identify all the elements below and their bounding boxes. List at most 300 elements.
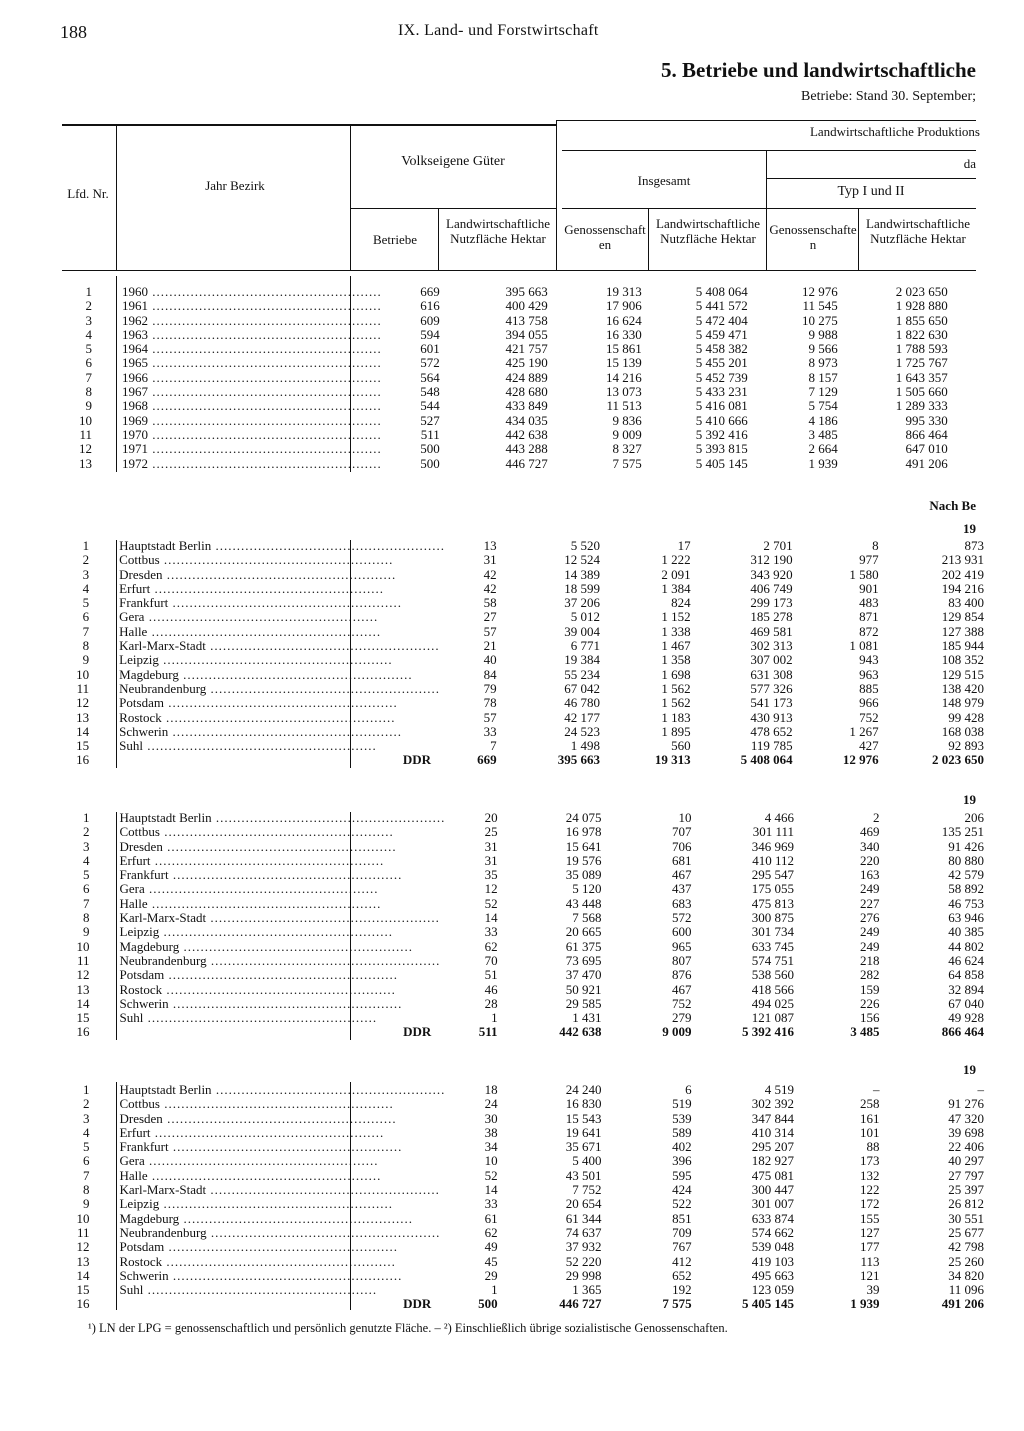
cell-value: 347 844 xyxy=(751,1110,795,1126)
row-number: 4 xyxy=(82,1124,90,1140)
row-label xyxy=(89,1212,445,1226)
cell-value: 2 664 xyxy=(808,441,838,457)
cell-value: 866 464 xyxy=(905,426,948,442)
cell-value: 538 560 xyxy=(751,967,795,983)
row-number: 11 xyxy=(79,426,92,442)
cell-value: 34 820 xyxy=(948,1267,984,1283)
cell-value: 13 073 xyxy=(606,384,642,400)
row-label xyxy=(89,739,445,753)
cell-value: 963 xyxy=(859,666,879,682)
table-row xyxy=(62,342,988,356)
table-row xyxy=(62,954,1024,968)
cell-value: 19 384 xyxy=(564,652,600,668)
cell-value: 410 112 xyxy=(752,852,795,868)
total-label: DDR xyxy=(402,753,431,768)
row-label-text: Frankfurt ..... xyxy=(119,1140,402,1154)
row-label-text: Magdeburg ..... xyxy=(120,940,413,954)
row-label xyxy=(92,385,382,399)
row-label-text: Leipzig ..... xyxy=(119,653,392,667)
table-row xyxy=(62,711,1024,725)
table-row xyxy=(62,314,988,328)
total-value: 1 939 xyxy=(850,1296,880,1312)
cell-value: 669 xyxy=(420,284,440,299)
row-label xyxy=(92,371,382,385)
total-value: 511 xyxy=(478,1024,498,1040)
cell-value: 202 419 xyxy=(941,566,984,582)
row-label-text: Gera ..... xyxy=(119,1154,378,1168)
col-insgesamt: Insgesamt xyxy=(637,173,691,188)
cell-value: 20 654 xyxy=(565,1196,602,1212)
cell-value: 8 973 xyxy=(808,355,838,371)
cell-value: 29 585 xyxy=(565,995,602,1011)
row-label-text: Neubrandenburg ..... xyxy=(119,682,440,696)
total-value: 5 408 064 xyxy=(740,752,793,768)
total-value: 5 405 145 xyxy=(742,1296,795,1312)
row-label-text: Potsdam ..... xyxy=(119,1240,398,1254)
row-label-text: Magdeburg ..... xyxy=(119,668,412,682)
row-number: 2 xyxy=(82,552,90,568)
row-label xyxy=(89,568,445,582)
cell-value: 46 xyxy=(484,981,498,997)
cell-value: 1 384 xyxy=(661,580,691,596)
cell-value: 1 822 630 xyxy=(895,326,948,342)
row-label xyxy=(92,428,382,442)
cell-value: 5 400 xyxy=(572,1153,602,1169)
cell-value: 55 234 xyxy=(564,666,600,682)
cell-value: 519 xyxy=(672,1096,692,1112)
cell-value: 156 xyxy=(860,1010,880,1026)
cell-value: 16 624 xyxy=(606,312,642,328)
row-number: 12 xyxy=(79,441,92,457)
row-label-text: 1969 ..... xyxy=(122,414,382,428)
cell-value: 340 xyxy=(860,838,880,854)
table-row xyxy=(62,428,988,442)
row-number: 9 xyxy=(85,398,92,414)
table-row xyxy=(62,553,1024,567)
total-value: 16 xyxy=(76,1296,90,1312)
row-label-text: Leipzig ..... xyxy=(119,1197,392,1211)
cell-value: 39 xyxy=(866,1282,880,1298)
cell-value: 27 xyxy=(483,609,497,625)
cell-value: 52 xyxy=(484,895,498,911)
cell-value: 851 xyxy=(672,1210,692,1226)
cell-value: 11 096 xyxy=(948,1282,984,1298)
cell-value: 572 xyxy=(420,355,440,371)
table-row xyxy=(62,639,1024,653)
row-label xyxy=(90,840,446,854)
cell-value: 159 xyxy=(860,981,880,997)
table-row xyxy=(62,825,1024,839)
table-row xyxy=(62,610,1024,624)
table-row xyxy=(62,739,1024,753)
row-label-text: Halle ..... xyxy=(119,625,381,639)
cell-value: 1 xyxy=(491,1010,498,1026)
cell-value: 121 087 xyxy=(751,1010,795,1026)
cell-value: 616 xyxy=(420,298,440,314)
cell-value: 14 216 xyxy=(606,369,642,385)
cell-value: 5 472 404 xyxy=(695,312,748,328)
cell-value: 709 xyxy=(672,1224,692,1240)
row-label xyxy=(89,1283,445,1297)
table-row xyxy=(62,868,1024,882)
cell-value: 129 515 xyxy=(941,666,984,682)
row-number: 3 xyxy=(83,838,90,854)
row-number: 3 xyxy=(82,566,90,582)
cell-value: 249 xyxy=(860,924,880,940)
row-label-text: 1971 ..... xyxy=(122,442,382,456)
row-label xyxy=(89,639,445,653)
cell-value: 300 875 xyxy=(751,910,795,926)
col-genossenschaften-typ: Genossenschaften xyxy=(769,222,857,252)
row-label xyxy=(92,399,382,413)
table-row xyxy=(62,1112,1024,1126)
table-row xyxy=(62,1083,1024,1097)
header-sub-rule xyxy=(350,208,556,209)
cell-value: 594 xyxy=(420,326,440,342)
row-label-text: 1964 ..... xyxy=(122,342,382,356)
cell-value: 40 385 xyxy=(948,924,984,940)
cell-value: 185 278 xyxy=(750,609,793,625)
row-number: 4 xyxy=(82,580,90,596)
cell-value: 12 524 xyxy=(564,552,600,568)
row-label xyxy=(89,653,445,667)
cell-value: 346 969 xyxy=(751,838,795,854)
row-label-text: Suhl ..... xyxy=(120,1011,378,1025)
total-value: 442 638 xyxy=(559,1024,602,1040)
cell-value: 52 220 xyxy=(565,1253,602,1269)
table-row xyxy=(62,925,1024,939)
cell-value: 132 xyxy=(860,1167,880,1183)
row-label xyxy=(89,1112,445,1126)
cell-value: 29 998 xyxy=(565,1267,602,1283)
col-lfd-nr: Lfd. Nr. xyxy=(67,186,109,201)
cell-value: 548 xyxy=(420,384,440,400)
cell-value: 61 xyxy=(484,1210,498,1226)
cell-value: 539 xyxy=(672,1110,692,1126)
cell-value: 495 663 xyxy=(751,1267,795,1283)
cell-value: 633 874 xyxy=(751,1210,795,1226)
cell-value: 544 xyxy=(420,398,440,414)
cell-value: 511 xyxy=(420,426,440,442)
cell-value: 410 314 xyxy=(751,1124,795,1140)
row-label-text: Leipzig ..... xyxy=(120,925,393,939)
table-row xyxy=(62,1126,1024,1140)
row-label xyxy=(89,1269,445,1283)
header-divider xyxy=(116,124,117,270)
row-label-text: Potsdam ..... xyxy=(119,696,398,710)
col-jahr-bezirk: Jahr Bezirk xyxy=(205,178,265,193)
cell-value: 33 xyxy=(484,924,498,940)
cell-value: 194 216 xyxy=(941,580,984,596)
total-value: 491 206 xyxy=(941,1296,984,1312)
cell-value: 707 xyxy=(672,824,692,840)
row-label-text: Cottbus ..... xyxy=(120,825,394,839)
cell-value: 807 xyxy=(672,952,692,968)
table-row xyxy=(62,568,1024,582)
cell-value: 752 xyxy=(672,995,692,1011)
cell-value: 977 xyxy=(859,552,879,568)
cell-value: 79 xyxy=(483,680,497,696)
cell-value: 1 505 660 xyxy=(895,384,948,400)
cell-value: 25 xyxy=(484,824,498,840)
table-row xyxy=(62,1283,1024,1297)
row-number: 10 xyxy=(76,1210,90,1226)
row-number: 8 xyxy=(85,384,92,400)
cell-value: 421 757 xyxy=(505,341,548,357)
cell-value: 34 xyxy=(484,1139,498,1155)
cell-value: 99 428 xyxy=(948,709,984,725)
cell-value: 13 xyxy=(483,538,497,553)
cell-value: 24 240 xyxy=(565,1082,602,1097)
chapter-title: IX. Land- und Forstwirtschaft xyxy=(398,22,599,39)
table-total-row xyxy=(62,1297,1024,1311)
row-label-text: Karl-Marx-Stadt ..... xyxy=(119,1183,439,1197)
row-label xyxy=(90,968,446,982)
table-row xyxy=(62,1097,1024,1111)
cell-value: 17 906 xyxy=(606,298,642,314)
cell-value: 412 xyxy=(672,1253,692,1269)
total-value: 500 xyxy=(478,1296,498,1312)
row-number: 14 xyxy=(76,1267,90,1283)
cell-value: 33 xyxy=(484,1196,498,1212)
table-row xyxy=(62,399,988,413)
row-label-text: Halle ..... xyxy=(120,897,382,911)
row-label-text: 1963 ..... xyxy=(122,328,382,342)
row-label xyxy=(92,342,382,356)
cell-value: 483 xyxy=(859,595,879,611)
row-number: 5 xyxy=(85,341,92,357)
cell-value: 943 xyxy=(859,652,879,668)
row-label xyxy=(89,610,445,624)
table-row xyxy=(62,1169,1024,1183)
row-label xyxy=(90,925,446,939)
cell-value: 301 111 xyxy=(752,824,795,840)
cell-value: 5 405 145 xyxy=(695,455,748,471)
cell-value: 1 267 xyxy=(849,723,879,739)
cell-value: 4 519 xyxy=(764,1082,795,1097)
cell-value: 4 466 xyxy=(764,810,795,825)
row-label-text: Cottbus ..... xyxy=(119,1097,393,1111)
cell-value: 18 xyxy=(484,1082,498,1097)
row-label-text: Hauptstadt Berlin ..... xyxy=(119,1083,445,1097)
cell-value: 469 xyxy=(860,824,880,840)
cell-value: 25 260 xyxy=(948,1253,984,1269)
row-number: 11 xyxy=(76,680,90,696)
row-label xyxy=(90,854,446,868)
cell-value: 70 xyxy=(484,952,498,968)
row-number: 11 xyxy=(76,952,90,968)
row-label xyxy=(90,983,446,997)
cell-value: 57 xyxy=(483,623,497,639)
cell-value: 873 xyxy=(964,538,984,553)
cell-value: 302 392 xyxy=(751,1096,795,1112)
cell-value: 42 xyxy=(483,566,497,582)
cell-value: 1 928 880 xyxy=(895,298,948,314)
cell-value: 541 173 xyxy=(750,695,793,711)
table-row xyxy=(62,882,1024,896)
row-number: 3 xyxy=(85,312,92,328)
cell-value: 652 xyxy=(672,1267,692,1283)
cell-value: 63 946 xyxy=(948,910,984,926)
cell-value: 138 420 xyxy=(941,680,984,696)
cell-value: 633 745 xyxy=(751,938,795,954)
col-typ: Typ I und II xyxy=(837,184,905,199)
row-label xyxy=(92,299,382,313)
row-number: 6 xyxy=(85,355,92,371)
cell-value: 46 780 xyxy=(564,695,600,711)
header-sub-rule xyxy=(562,150,976,151)
cell-value: 5 393 815 xyxy=(695,441,748,457)
row-label xyxy=(89,1197,445,1211)
row-label xyxy=(89,711,445,725)
header-divider xyxy=(556,120,557,270)
cell-value: 16 978 xyxy=(565,824,602,840)
row-label-text: 1965 ..... xyxy=(122,356,382,370)
cell-value: 83 400 xyxy=(948,595,984,611)
cell-value: 437 xyxy=(672,881,692,897)
row-label-text: Frankfurt ..... xyxy=(120,868,403,882)
cell-value: 395 663 xyxy=(505,284,548,299)
table-row xyxy=(62,653,1024,667)
row-label xyxy=(89,582,445,596)
cell-value: 577 326 xyxy=(750,680,793,696)
cell-value: 6 xyxy=(685,1082,692,1097)
row-label xyxy=(89,539,445,553)
cell-value: 12 976 xyxy=(802,284,838,299)
cell-value: 279 xyxy=(672,1010,692,1026)
row-number: 8 xyxy=(83,910,90,926)
cell-value: 42 579 xyxy=(948,867,984,883)
cell-value: 2 091 xyxy=(661,566,691,582)
cell-value: 57 xyxy=(483,709,497,725)
cell-value: 37 470 xyxy=(565,967,602,983)
total-label: DDR xyxy=(403,1025,432,1040)
row-label-text: 1972 ..... xyxy=(122,457,382,471)
cell-value: 119 785 xyxy=(750,738,793,754)
row-label xyxy=(89,682,445,696)
row-label-text: Schwerin ..... xyxy=(119,1269,402,1283)
cell-value: 226 xyxy=(860,995,880,1011)
cell-value: 30 xyxy=(484,1110,498,1126)
cell-value: 122 xyxy=(860,1182,880,1198)
row-label xyxy=(92,356,382,370)
cell-value: 173 xyxy=(860,1153,880,1169)
cell-value: 91 276 xyxy=(948,1096,984,1112)
row-label-text: Dresden ..... xyxy=(119,1112,396,1126)
cell-value: 43 448 xyxy=(565,895,602,911)
total-value: 446 727 xyxy=(559,1296,602,1312)
cell-value: 343 920 xyxy=(750,566,793,582)
cell-value: 601 xyxy=(420,341,440,357)
row-label-text: Neubrandenburg ..... xyxy=(119,1226,440,1240)
cell-value: 19 313 xyxy=(606,284,642,299)
table-row xyxy=(62,725,1024,739)
cell-value: 6 771 xyxy=(570,638,600,654)
cell-value: 40 xyxy=(483,652,497,668)
row-number: 7 xyxy=(85,369,92,385)
cell-value: 58 xyxy=(483,595,497,611)
cell-value: 301 007 xyxy=(751,1196,795,1212)
cell-value: 442 638 xyxy=(505,426,548,442)
cell-value: 469 581 xyxy=(750,623,793,639)
cell-value: 1 562 xyxy=(661,695,691,711)
row-label-text: Dresden ..... xyxy=(119,568,396,582)
row-number: 5 xyxy=(82,1139,90,1155)
cell-value: 42 798 xyxy=(948,1239,984,1255)
cell-value: 35 089 xyxy=(565,867,602,883)
row-label-text: Schwerin ..... xyxy=(119,725,402,739)
row-label xyxy=(90,811,446,825)
cell-value: 752 xyxy=(859,709,879,725)
row-label xyxy=(89,1226,445,1240)
cell-value: 1 698 xyxy=(661,666,691,682)
table-row xyxy=(62,1197,1024,1211)
cell-value: 9 988 xyxy=(808,326,838,342)
row-label-text: Gera ..... xyxy=(119,610,378,624)
cell-value: 419 103 xyxy=(751,1253,795,1269)
cell-value: 312 190 xyxy=(750,552,793,568)
cell-value: 88 xyxy=(866,1139,880,1155)
cell-value: 491 206 xyxy=(905,455,948,471)
row-number: 15 xyxy=(76,1282,90,1298)
cell-value: 467 xyxy=(672,867,692,883)
cell-value: 31 xyxy=(484,838,498,854)
cell-value: 5 459 471 xyxy=(695,326,748,342)
cell-value: 1 855 650 xyxy=(895,312,948,328)
cell-value: 213 931 xyxy=(941,552,984,568)
row-label xyxy=(89,696,445,710)
cell-value: 1 467 xyxy=(661,638,691,654)
row-number: 6 xyxy=(82,609,90,625)
cell-value: 44 802 xyxy=(948,938,984,954)
total-value: 7 575 xyxy=(662,1296,692,1312)
cell-value: 600 xyxy=(672,924,692,940)
cell-value: 430 913 xyxy=(750,709,793,725)
cell-value: 14 389 xyxy=(564,566,600,582)
row-number: 2 xyxy=(85,298,92,314)
cell-value: 127 388 xyxy=(941,623,984,639)
row-label-text: Halle ..... xyxy=(119,1169,381,1183)
row-number: 6 xyxy=(82,1153,90,1169)
section-year-1: 19 xyxy=(963,521,976,536)
cell-value: 302 313 xyxy=(750,638,793,654)
cell-value: 16 330 xyxy=(606,326,642,342)
row-number: 12 xyxy=(76,1239,90,1255)
row-label-text: Erfurt ..... xyxy=(119,582,384,596)
table-row xyxy=(62,668,1024,682)
cell-value: 589 xyxy=(672,1124,692,1140)
total-value: 2 023 650 xyxy=(932,752,984,768)
row-label-text: Suhl ..... xyxy=(119,739,377,753)
cell-value: 1 562 xyxy=(661,680,691,696)
cell-value: 295 207 xyxy=(751,1139,795,1155)
cell-value: 20 665 xyxy=(565,924,602,940)
table-row xyxy=(62,1255,1024,1269)
row-label-text: Suhl ..... xyxy=(119,1283,377,1297)
table-bezirke-2 xyxy=(62,811,1024,1040)
cell-value: 418 566 xyxy=(751,981,795,997)
cell-value: 21 xyxy=(483,638,497,654)
cell-value: 443 288 xyxy=(505,441,548,457)
row-label-text: Hauptstadt Berlin ..... xyxy=(119,539,445,553)
row-number: 13 xyxy=(76,709,90,725)
cell-value: 3 485 xyxy=(808,426,838,442)
cell-value: 425 190 xyxy=(505,355,548,371)
cell-value: 767 xyxy=(672,1239,692,1255)
cell-value: 258 xyxy=(860,1096,880,1112)
cell-value: 11 545 xyxy=(802,298,838,314)
table-row xyxy=(62,1140,1024,1154)
